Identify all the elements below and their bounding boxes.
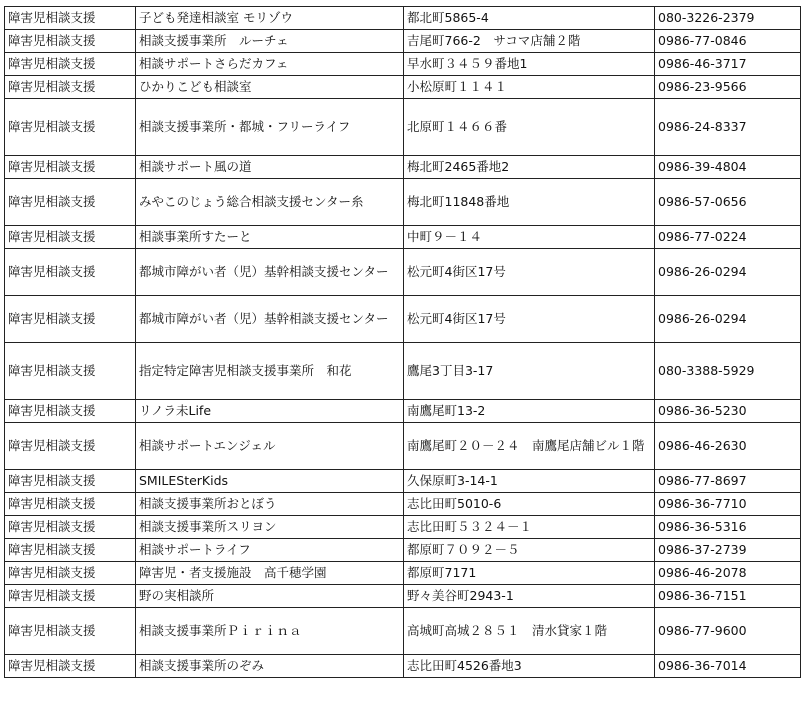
table-row [5, 516, 801, 539]
table-row [5, 562, 801, 585]
cell-phone: 0986-46-3717 [655, 53, 801, 76]
cell-address: 志比田町4526番地3 [404, 655, 655, 678]
cell-category: 障害児相談支援 [5, 423, 136, 470]
cell-phone: 0986-36-7151 [655, 585, 801, 608]
cell-address: 南鷹尾町２０－２４ 南鷹尾店舗ビル１階 [404, 423, 655, 470]
cell-address: 鷹尾3丁目3-17 [404, 343, 655, 400]
cell-category: 障害児相談支援 [5, 226, 136, 249]
cell-facility-name: SMILESterKids [136, 470, 404, 493]
cell-facility-name: 相談サポートエンジェル [136, 423, 404, 470]
cell-address: 久保原町3-14-1 [404, 470, 655, 493]
cell-phone: 0986-77-9600 [655, 608, 801, 655]
cell-address: 早水町３４５９番地1 [404, 53, 655, 76]
cell-category: 障害児相談支援 [5, 539, 136, 562]
table-row [5, 493, 801, 516]
cell-phone: 0986-23-9566 [655, 76, 801, 99]
cell-phone: 0986-46-2630 [655, 423, 801, 470]
cell-phone: 080-3388-5929 [655, 343, 801, 400]
cell-facility-name: 相談サポートさらだカフェ [136, 53, 404, 76]
cell-category: 障害児相談支援 [5, 76, 136, 99]
cell-phone: 0986-57-0656 [655, 179, 801, 226]
cell-phone: 0986-36-5230 [655, 400, 801, 423]
cell-facility-name: 相談事業所すたーと [136, 226, 404, 249]
table-row [5, 296, 801, 343]
cell-category: 障害児相談支援 [5, 608, 136, 655]
cell-phone: 0986-24-8337 [655, 99, 801, 156]
cell-facility-name: 相談サポートライフ [136, 539, 404, 562]
cell-facility-name: 指定特定障害児相談支援事業所 和花 [136, 343, 404, 400]
cell-facility-name: 相談支援事業所スリヨン [136, 516, 404, 539]
table-row [5, 53, 801, 76]
table-row [5, 608, 801, 655]
cell-phone: 0986-77-0846 [655, 30, 801, 53]
cell-category: 障害児相談支援 [5, 249, 136, 296]
cell-address: 志比田町5010-6 [404, 493, 655, 516]
facility-table [4, 6, 801, 678]
table-row [5, 539, 801, 562]
cell-address: 南鷹尾町13-2 [404, 400, 655, 423]
table-row [5, 585, 801, 608]
table-row [5, 99, 801, 156]
table-row [5, 226, 801, 249]
table-row [5, 655, 801, 678]
cell-address: 吉尾町766-2 サコマ店舗２階 [404, 30, 655, 53]
cell-category: 障害児相談支援 [5, 156, 136, 179]
cell-facility-name: 相談支援事業所のぞみ [136, 655, 404, 678]
cell-phone: 0986-26-0294 [655, 296, 801, 343]
cell-facility-name: 野の実相談所 [136, 585, 404, 608]
cell-category: 障害児相談支援 [5, 585, 136, 608]
cell-address: 都北町5865-4 [404, 7, 655, 30]
cell-category: 障害児相談支援 [5, 296, 136, 343]
cell-phone: 0986-36-7014 [655, 655, 801, 678]
cell-address: 高城町高城２８５１ 清水貸家１階 [404, 608, 655, 655]
cell-facility-name: 相談支援事業所Ｐｉｒｉｎａ [136, 608, 404, 655]
cell-category: 障害児相談支援 [5, 400, 136, 423]
cell-address: 梅北町2465番地2 [404, 156, 655, 179]
cell-address: 松元町4街区17号 [404, 249, 655, 296]
cell-facility-name: 相談支援事業所 ルーチェ [136, 30, 404, 53]
table-row [5, 156, 801, 179]
cell-facility-name: 都城市障がい者（児）基幹相談支援センター [136, 296, 404, 343]
cell-category: 障害児相談支援 [5, 179, 136, 226]
table-row [5, 76, 801, 99]
cell-category: 障害児相談支援 [5, 562, 136, 585]
cell-address: 都原町７０９２－５ [404, 539, 655, 562]
cell-facility-name: リノラ未Life [136, 400, 404, 423]
table-row [5, 249, 801, 296]
cell-address: 都原町7171 [404, 562, 655, 585]
cell-facility-name: 相談サポート風の道 [136, 156, 404, 179]
cell-category: 障害児相談支援 [5, 30, 136, 53]
cell-category: 障害児相談支援 [5, 7, 136, 30]
cell-phone: 0986-37-2739 [655, 539, 801, 562]
cell-category: 障害児相談支援 [5, 99, 136, 156]
cell-address: 北原町１４６６番 [404, 99, 655, 156]
cell-phone: 0986-39-4804 [655, 156, 801, 179]
cell-address: 中町９－１４ [404, 226, 655, 249]
table-row [5, 400, 801, 423]
cell-phone: 0986-36-7710 [655, 493, 801, 516]
cell-category: 障害児相談支援 [5, 516, 136, 539]
cell-phone: 080-3226-2379 [655, 7, 801, 30]
cell-address: 梅北町11848番地 [404, 179, 655, 226]
table-row [5, 343, 801, 400]
cell-phone: 0986-26-0294 [655, 249, 801, 296]
cell-category: 障害児相談支援 [5, 655, 136, 678]
table-body [5, 7, 801, 678]
table-row [5, 7, 801, 30]
table-row [5, 470, 801, 493]
cell-phone: 0986-77-0224 [655, 226, 801, 249]
cell-facility-name: 都城市障がい者（児）基幹相談支援センター [136, 249, 404, 296]
cell-facility-name: ひかりこども相談室 [136, 76, 404, 99]
table-row [5, 30, 801, 53]
cell-category: 障害児相談支援 [5, 493, 136, 516]
cell-phone: 0986-77-8697 [655, 470, 801, 493]
cell-facility-name: みやこのじょう総合相談支援センター糸 [136, 179, 404, 226]
cell-phone: 0986-36-5316 [655, 516, 801, 539]
cell-facility-name: 相談支援事業所おとぼう [136, 493, 404, 516]
cell-facility-name: 子ども発達相談室 モリゾウ [136, 7, 404, 30]
cell-address: 松元町4街区17号 [404, 296, 655, 343]
cell-category: 障害児相談支援 [5, 53, 136, 76]
cell-category: 障害児相談支援 [5, 470, 136, 493]
cell-facility-name: 相談支援事業所・都城・フリーライフ [136, 99, 404, 156]
cell-address: 小松原町１１４１ [404, 76, 655, 99]
table-row [5, 423, 801, 470]
cell-category: 障害児相談支援 [5, 343, 136, 400]
cell-phone: 0986-46-2078 [655, 562, 801, 585]
cell-address: 野々美谷町2943-1 [404, 585, 655, 608]
cell-facility-name: 障害児・者支援施設 高千穂学園 [136, 562, 404, 585]
table-row [5, 179, 801, 226]
cell-address: 志比田町５３２４－１ [404, 516, 655, 539]
